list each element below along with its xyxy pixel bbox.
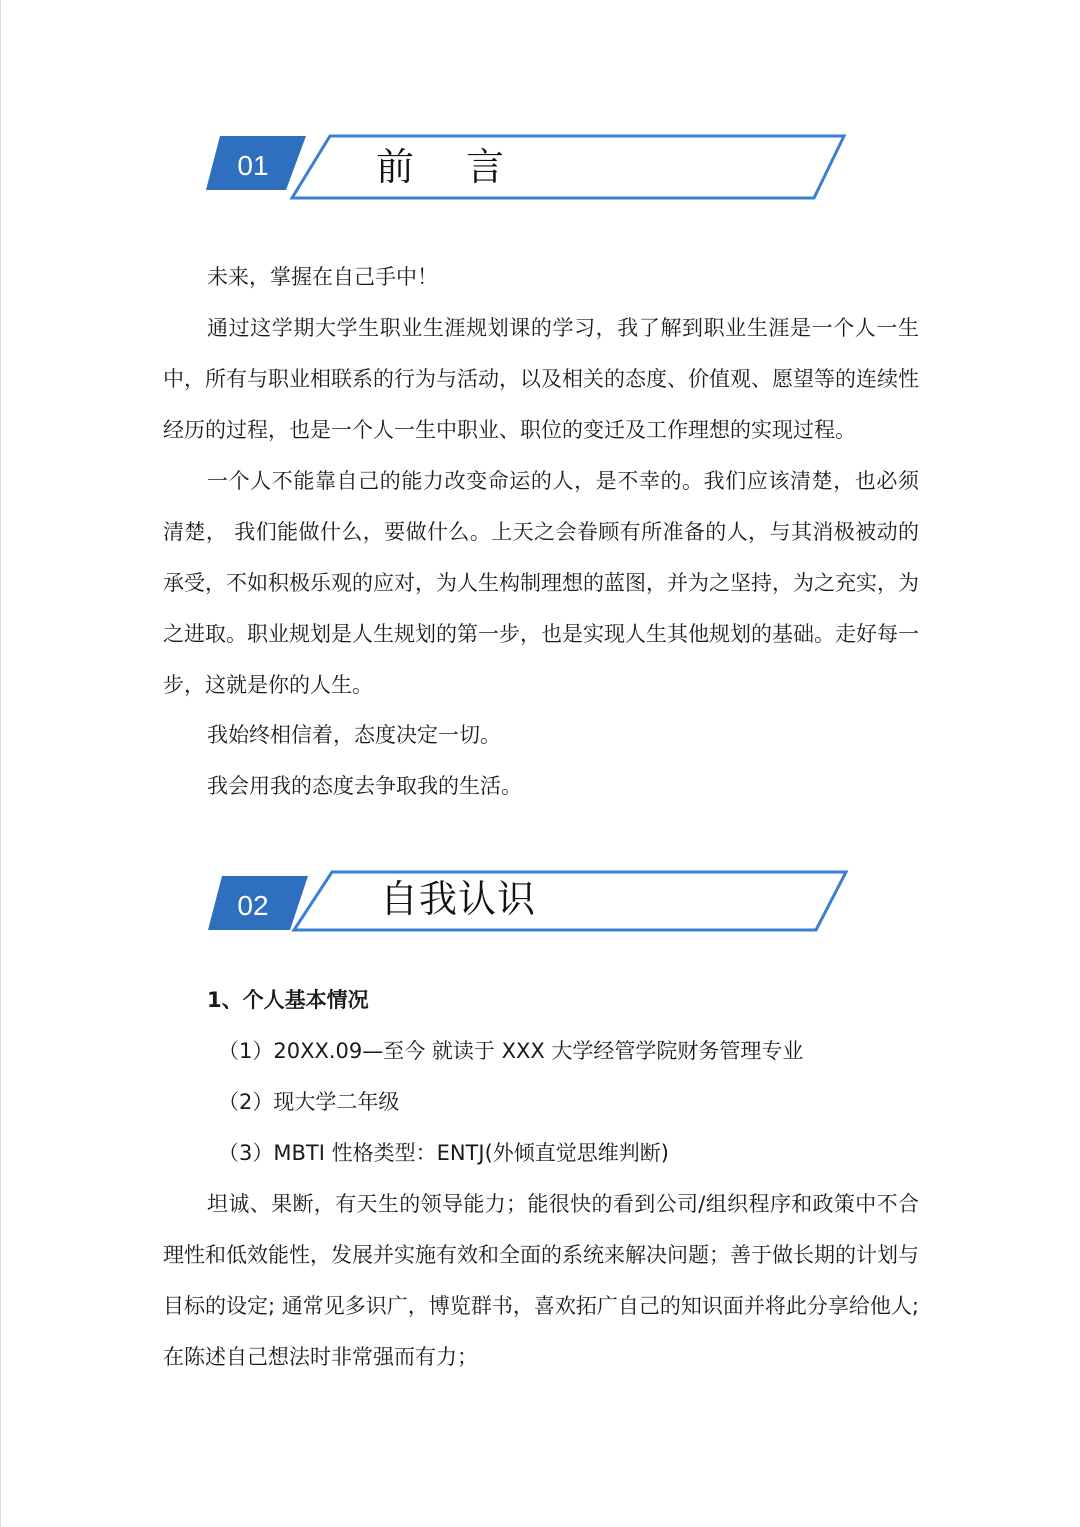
list-item: （3）MBTI 性格类型：ENTJ(外倾直觉思维判断) <box>218 1141 669 1165</box>
list-item: （1）20XX.09—至今 就读于 XXX 大学经管学院财务管理专业 <box>218 1039 804 1063</box>
section-title: 前言 <box>376 145 557 189</box>
section-banner-01 <box>200 132 860 204</box>
paragraph-belief: 我始终相信着，态度决定一切。 <box>207 723 501 747</box>
paragraph-personality: 坦诚、果断，有天生的领导能力；能很快的看到公司/组织程序和政策中不合理性和低效能性，发展并实施有效和全面的系统来解决问题；善于做长期的计划与目标的设定; 通常见多识广，博览群书，喜欢拓广自己的知识面并将此分享给他人;在陈述自己想法时非常强而有力； <box>163 1192 919 1369</box>
section-banner-02 <box>200 868 860 940</box>
subheading-basic-info: 1、个人基本情况 <box>207 988 369 1012</box>
section-number: 01 <box>237 150 269 181</box>
paragraph-intro: 通过这学期大学生职业生涯规划课的学习，我了解到职业生涯是一个人一生中，所有与职业相联系的行为与活动，以及相关的态度、价值观、愿望等的连续性经历的过程，也是一个人一生中职业、职位的变迁及工作理想的实现过程。 <box>163 316 919 442</box>
paragraph-motto: 未来，掌握在自己手中！ <box>207 265 438 289</box>
paragraph-attitude: 我会用我的态度去争取我的生活。 <box>207 774 522 798</box>
section-title: 自我认识 <box>380 877 537 921</box>
section-number: 02 <box>237 890 269 921</box>
list-item: （2）现大学二年级 <box>218 1090 400 1114</box>
page-edge <box>0 0 1 1527</box>
paragraph-philosophy: 一个人不能靠自己的能力改变命运的人，是不幸的。我们应该清楚，也必须清楚， 我们能做什么，要做什么。上天之会眷顾有所准备的人，与其消极被动的承受，不如积极乐观的应对，为人生构制理想的蓝图，并为之坚持，为之充实，为之进取。职业规划是人生规划的第一步，也是实现人生其他规划的基础。走好每一步，这就是你的人生。 <box>163 469 919 697</box>
